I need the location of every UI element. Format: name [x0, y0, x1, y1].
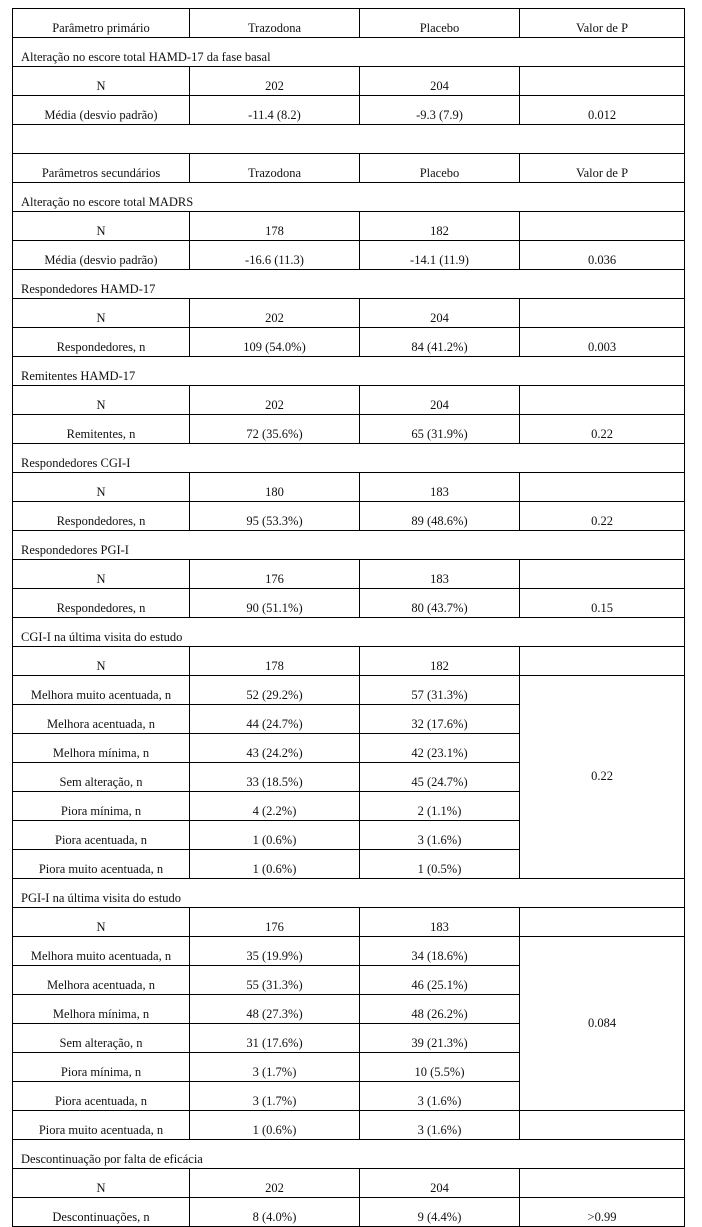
row-label: Remitentes, n	[13, 415, 190, 444]
cell-placebo: 3 (1.6%)	[360, 1111, 520, 1140]
cell-trazodona: 178	[190, 647, 360, 676]
cell-trazodona: 3 (1.7%)	[190, 1053, 360, 1082]
table-row	[13, 908, 685, 937]
section-row	[13, 38, 685, 67]
row-label: Melhora acentuada, n	[13, 705, 190, 734]
cell-trazodona: 48 (27.3%)	[190, 995, 360, 1024]
row-label: Melhora mínima, n	[13, 734, 190, 763]
header-pvalue: Valor de P	[520, 9, 685, 38]
secondary-header-row	[13, 154, 685, 183]
cell-pvalue: 0.15	[520, 589, 685, 618]
row-label: Piora acentuada, n	[13, 821, 190, 850]
section-title: Respondedores HAMD-17	[13, 270, 685, 299]
row-label: N	[13, 1169, 190, 1198]
cell-pvalue	[520, 299, 685, 328]
cell-placebo: 45 (24.7%)	[360, 763, 520, 792]
cell-trazodona: 202	[190, 299, 360, 328]
cell-placebo: 183	[360, 908, 520, 937]
cell-placebo: 3 (1.6%)	[360, 1082, 520, 1111]
section-row	[13, 183, 685, 212]
header-trazodona: Trazodona	[190, 9, 360, 38]
efficacy-results-table	[12, 8, 685, 1227]
section-title: Remitentes HAMD-17	[13, 357, 685, 386]
section-row	[13, 270, 685, 299]
table-row	[13, 386, 685, 415]
cell-pvalue-merged: 0.22	[520, 676, 685, 879]
row-label: Piora muito acentuada, n	[13, 1111, 190, 1140]
row-label: N	[13, 560, 190, 589]
cell-pvalue	[520, 560, 685, 589]
cell-trazodona: 180	[190, 473, 360, 502]
cell-trazodona: 72 (35.6%)	[190, 415, 360, 444]
cell-placebo: 3 (1.6%)	[360, 821, 520, 850]
cell-trazodona: 8 (4.0%)	[190, 1198, 360, 1227]
cell-trazodona: 31 (17.6%)	[190, 1024, 360, 1053]
cell-trazodona: 44 (24.7%)	[190, 705, 360, 734]
cell-placebo: 183	[360, 560, 520, 589]
table-row	[13, 473, 685, 502]
cell-trazodona: -16.6 (11.3)	[190, 241, 360, 270]
cell-placebo: 42 (23.1%)	[360, 734, 520, 763]
table-row	[13, 67, 685, 96]
cell-pvalue	[520, 67, 685, 96]
cell-trazodona: 176	[190, 908, 360, 937]
cell-trazodona: 1 (0.6%)	[190, 850, 360, 879]
header-placebo: Placebo	[360, 9, 520, 38]
cell-trazodona: 202	[190, 67, 360, 96]
cell-trazodona: 202	[190, 386, 360, 415]
spacer-row	[13, 125, 685, 154]
cell-placebo: 84 (41.2%)	[360, 328, 520, 357]
table-row	[13, 1111, 685, 1140]
section-row	[13, 618, 685, 647]
header-param: Parâmetro primário	[13, 9, 190, 38]
cell-placebo: 80 (43.7%)	[360, 589, 520, 618]
cell-placebo: 48 (26.2%)	[360, 995, 520, 1024]
section-title: CGI-I na última visita do estudo	[13, 618, 685, 647]
cell-placebo: 2 (1.1%)	[360, 792, 520, 821]
row-label: Melhora muito acentuada, n	[13, 937, 190, 966]
row-label: Média (desvio padrão)	[13, 241, 190, 270]
cell-pvalue: 0.22	[520, 415, 685, 444]
cell-trazodona: 176	[190, 560, 360, 589]
header-param: Parâmetros secundários	[13, 154, 190, 183]
cell-trazodona: 33 (18.5%)	[190, 763, 360, 792]
cell-trazodona: 95 (53.3%)	[190, 502, 360, 531]
cell-placebo: 183	[360, 473, 520, 502]
table-row	[13, 241, 685, 270]
cell-pvalue: 0.036	[520, 241, 685, 270]
cell-trazodona: 202	[190, 1169, 360, 1198]
cell-trazodona: -11.4 (8.2)	[190, 96, 360, 125]
cell-trazodona: 1 (0.6%)	[190, 821, 360, 850]
table-row	[13, 937, 685, 966]
cell-trazodona: 55 (31.3%)	[190, 966, 360, 995]
row-label: N	[13, 473, 190, 502]
row-label: N	[13, 386, 190, 415]
cell-pvalue	[520, 908, 685, 937]
cell-placebo: 204	[360, 67, 520, 96]
row-label: N	[13, 212, 190, 241]
cell-pvalue	[520, 647, 685, 676]
cell-trazodona: 3 (1.7%)	[190, 1082, 360, 1111]
cell-placebo: 10 (5.5%)	[360, 1053, 520, 1082]
section-title: Descontinuação por falta de eficácia	[13, 1140, 685, 1169]
table-row	[13, 647, 685, 676]
section-title: Alteração no escore total HAMD-17 da fase basal	[13, 38, 685, 67]
row-label: Descontinuações, n	[13, 1198, 190, 1227]
cell-trazodona: 109 (54.0%)	[190, 328, 360, 357]
table-row	[13, 415, 685, 444]
row-label: Piora muito acentuada, n	[13, 850, 190, 879]
section-title: Alteração no escore total MADRS	[13, 183, 685, 212]
section-row	[13, 444, 685, 473]
table-row	[13, 589, 685, 618]
cell-placebo: 34 (18.6%)	[360, 937, 520, 966]
cell-pvalue: >0.99	[520, 1198, 685, 1227]
cell-placebo: 57 (31.3%)	[360, 676, 520, 705]
row-label: N	[13, 647, 190, 676]
cell-pvalue	[520, 212, 685, 241]
cell-trazodona: 43 (24.2%)	[190, 734, 360, 763]
row-label: Média (desvio padrão)	[13, 96, 190, 125]
table-row	[13, 328, 685, 357]
cell-pvalue	[520, 473, 685, 502]
cell-placebo: 204	[360, 386, 520, 415]
cell-placebo: 204	[360, 299, 520, 328]
row-label: Piora acentuada, n	[13, 1082, 190, 1111]
section-row	[13, 357, 685, 386]
row-label: Respondedores, n	[13, 328, 190, 357]
table-row	[13, 212, 685, 241]
table-row	[13, 299, 685, 328]
row-label: N	[13, 908, 190, 937]
cell-trazodona: 178	[190, 212, 360, 241]
cell-trazodona: 35 (19.9%)	[190, 937, 360, 966]
cell-pvalue: 0.22	[520, 502, 685, 531]
row-label: Respondedores, n	[13, 589, 190, 618]
cell-pvalue	[520, 1169, 685, 1198]
cell-placebo: 39 (21.3%)	[360, 1024, 520, 1053]
cell-trazodona: 90 (51.1%)	[190, 589, 360, 618]
row-label: Respondedores, n	[13, 502, 190, 531]
row-label: Melhora mínima, n	[13, 995, 190, 1024]
table-row	[13, 676, 685, 705]
section-row	[13, 531, 685, 560]
row-label: Melhora muito acentuada, n	[13, 676, 190, 705]
cell-placebo: 9 (4.4%)	[360, 1198, 520, 1227]
cell-placebo: -14.1 (11.9)	[360, 241, 520, 270]
row-label: Sem alteração, n	[13, 763, 190, 792]
cell-placebo: -9.3 (7.9)	[360, 96, 520, 125]
table-row	[13, 1198, 685, 1227]
row-label: N	[13, 299, 190, 328]
header-placebo: Placebo	[360, 154, 520, 183]
cell-pvalue	[520, 386, 685, 415]
cell-trazodona: 52 (29.2%)	[190, 676, 360, 705]
cell-placebo: 65 (31.9%)	[360, 415, 520, 444]
spacer-cell	[13, 125, 685, 154]
results-table-container	[12, 8, 684, 1227]
table-row	[13, 502, 685, 531]
cell-placebo: 182	[360, 212, 520, 241]
cell-pvalue: 0.012	[520, 96, 685, 125]
row-label: Sem alteração, n	[13, 1024, 190, 1053]
header-trazodona: Trazodona	[190, 154, 360, 183]
cell-pvalue: 0.003	[520, 328, 685, 357]
primary-header-row	[13, 9, 685, 38]
table-row	[13, 1169, 685, 1198]
cell-placebo: 32 (17.6%)	[360, 705, 520, 734]
cell-placebo: 89 (48.6%)	[360, 502, 520, 531]
cell-pvalue	[520, 1111, 685, 1140]
section-row	[13, 1140, 685, 1169]
cell-trazodona: 4 (2.2%)	[190, 792, 360, 821]
row-label: Melhora acentuada, n	[13, 966, 190, 995]
section-title: PGI-I na última visita do estudo	[13, 879, 685, 908]
table-row	[13, 96, 685, 125]
cell-placebo: 1 (0.5%)	[360, 850, 520, 879]
cell-placebo: 46 (25.1%)	[360, 966, 520, 995]
cell-trazodona: 1 (0.6%)	[190, 1111, 360, 1140]
section-row	[13, 879, 685, 908]
row-label: Piora mínima, n	[13, 792, 190, 821]
cell-placebo: 182	[360, 647, 520, 676]
row-label: Piora mínima, n	[13, 1053, 190, 1082]
section-title: Respondedores CGI-I	[13, 444, 685, 473]
table-row	[13, 560, 685, 589]
cell-placebo: 204	[360, 1169, 520, 1198]
header-pvalue: Valor de P	[520, 154, 685, 183]
row-label: N	[13, 67, 190, 96]
cell-pvalue-merged: 0.084	[520, 937, 685, 1111]
section-title: Respondedores PGI-I	[13, 531, 685, 560]
